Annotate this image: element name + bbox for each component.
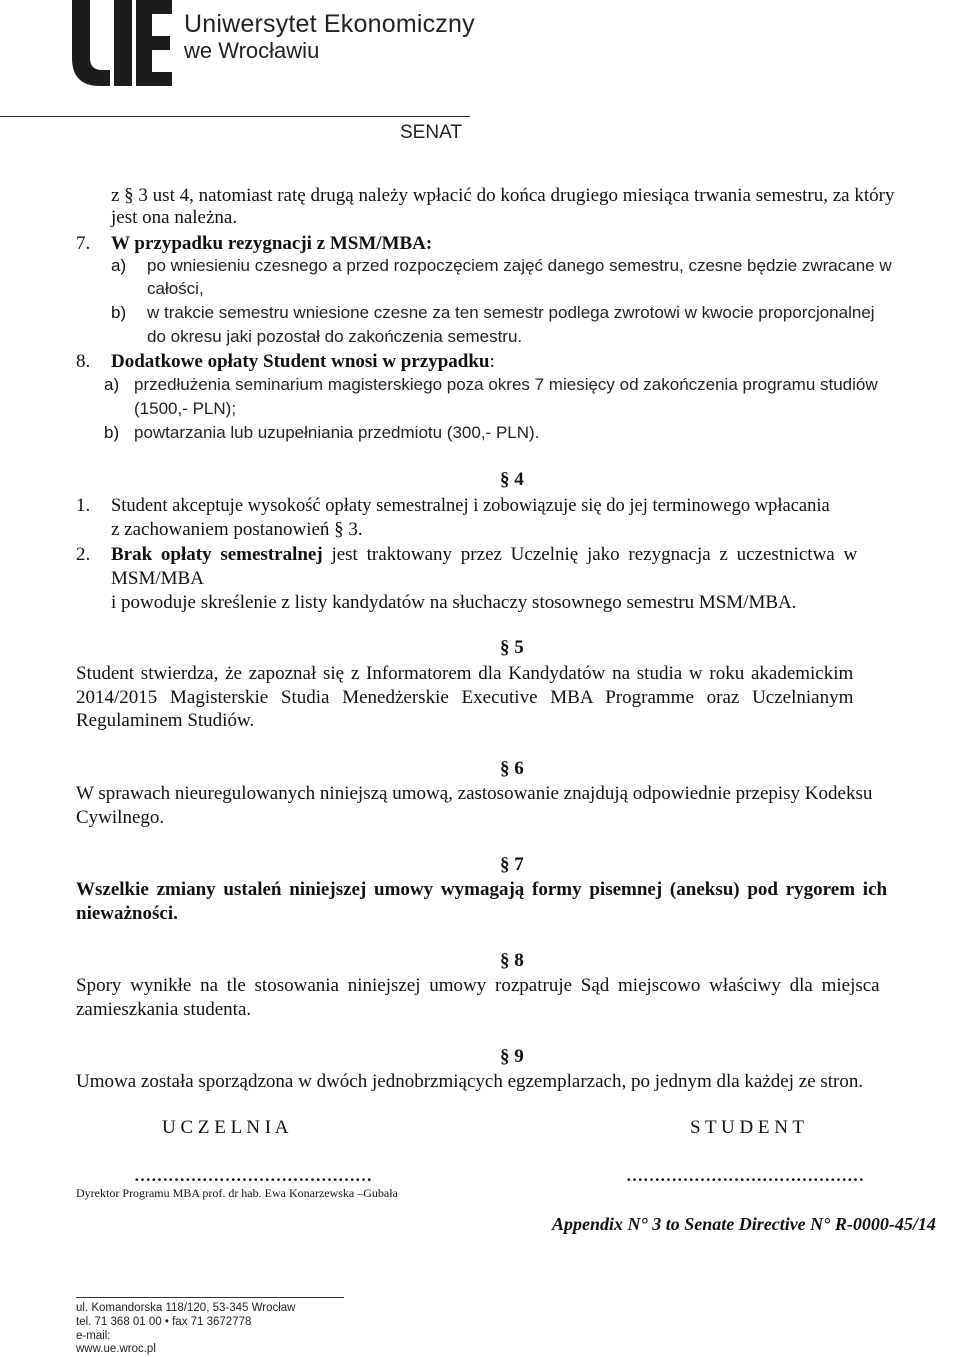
item7-marker: 7.	[76, 233, 91, 254]
sec8-line1: Spory wynikłe na tle stosowania niniejszej umowy rozpatruje Sąd miejscowo właściwy dla miejsca	[76, 975, 880, 996]
item7-b-line2: do okresu jaki pozostał do zakończenia semestru.	[147, 327, 523, 346]
sec4-p2-line2: MSM/MBA	[111, 568, 204, 589]
item8-a-marker: a)	[104, 375, 120, 394]
sec9-line1: Umowa została sporządzona w dwóch jednobrzmiących egzemplarzach, po jednym dla każdej ze stron.	[76, 1071, 864, 1092]
item7-a-line1: po wniesieniu czesnego a przed rozpoczęciem zajęć danego semestru, czesne będzie zwracane w	[147, 256, 892, 275]
sec8-line2: zamieszkania studenta.	[76, 999, 252, 1020]
sec4-heading: § 4	[500, 469, 524, 490]
item7-b-line1: w trakcie semestru wniesione czesne za ten semestr podlega zwrotowi w kwocie proporcjonalnej	[147, 303, 875, 322]
sec8-heading: § 8	[500, 950, 524, 971]
header-rule	[0, 116, 470, 117]
sec5-line1: Student stwierdza, że zapoznał się z Informatorem dla Kandydatów na studia w roku akademickim	[76, 663, 854, 684]
item8-marker: 8.	[76, 351, 91, 372]
footer-rule	[76, 1297, 344, 1298]
footer-phone: tel. 71 368 01 00 • fax 71 3672778	[76, 1316, 252, 1328]
continuation-line2: jest ona należna.	[111, 207, 238, 228]
sec9-heading: § 9	[500, 1046, 524, 1067]
footer-email: e-mail:	[76, 1330, 111, 1342]
university-name-line2: we Wrocławiu	[184, 38, 320, 63]
sec5-line3: Regulaminem Studiów.	[76, 710, 255, 731]
section-label: SENAT	[400, 122, 462, 143]
sec7-line1: Wszelkie zmiany ustaleń niniejszej umowy wymagają formy pisemnej (aneksu) pod rygorem ich	[76, 879, 888, 900]
sec4-p2-marker: 2.	[76, 544, 91, 565]
signature-line-student: ……………………………………	[626, 1166, 864, 1185]
item7-b-marker: b)	[111, 303, 127, 322]
appendix-note: Appendix N° 3 to Senate Directive N° R-0000-45/14	[552, 1214, 936, 1234]
continuation-line1: z § 3 ust 4, natomiast ratę drugą należy wpłacić do końca drugiego miesiąca trwania semestru, za który	[111, 185, 895, 206]
item8-title-wrap	[111, 350, 495, 374]
university-name-line1: Uniwersytet Ekonomiczny	[184, 10, 475, 38]
signature-label-student: S T U D E N T	[690, 1117, 805, 1138]
sec4-p2-rest: jest traktowany przez Uczelnię jako rezygnacja z uczestnictwa w	[322, 544, 858, 565]
sec4-p1-marker: 1.	[76, 495, 91, 516]
signature-line-university: ……………………………………	[134, 1166, 372, 1185]
sec4-p2-line3: i powoduje skreślenie z listy kandydatów na słuchaczy stosownego semestru MSM/MBA.	[111, 592, 797, 613]
signature-label-university: U C Z E L N I A	[162, 1117, 289, 1138]
sec6-line1: W sprawach nieuregulowanych niniejszą umową, zastosowanie znajdują odpowiednie przepisy Kodeksu	[76, 783, 873, 804]
sec6-line2: Cywilnego.	[76, 807, 165, 828]
item7-a-marker: a)	[111, 256, 127, 275]
sec4-p2-bold: Brak opłaty semestralnej	[111, 544, 323, 565]
footer-address: ul. Komandorska 118/120, 53-345 Wrocław	[76, 1302, 296, 1314]
item8-b-marker: b)	[104, 423, 120, 442]
sec6-heading: § 6	[500, 758, 524, 779]
item8-colon: :	[489, 351, 495, 372]
sec7-line2: nieważności.	[76, 903, 178, 924]
sec4-p1-line2: z zachowaniem postanowień § 3.	[111, 519, 363, 540]
sec4-p1-line1: Student akceptuje wysokość opłaty semestralnej i zobowiązuje się do jej terminowego wpłacania	[111, 496, 830, 516]
sec7-heading: § 7	[500, 854, 524, 875]
item8-a-line2: (1500,- PLN);	[134, 399, 237, 418]
university-logo	[72, 0, 172, 86]
item7-a-line2: całości,	[147, 279, 204, 298]
item8-title: Dodatkowe opłaty Student wnosi w przypadku	[111, 351, 490, 372]
signer-name: Dyrektor Programu MBA prof. dr hab. Ewa Konarzewska –Gubała	[76, 1186, 398, 1200]
item7-title: W przypadku rezygnacji z MSM/MBA:	[111, 233, 433, 254]
footer-website[interactable]: www.ue.wroc.pl	[76, 1343, 156, 1355]
item8-b-line1: powtarzania lub uzupełniania przedmiotu (300,- PLN).	[134, 423, 540, 442]
sec5-heading: § 5	[500, 637, 524, 658]
item8-a-line1: przedłużenia seminarium magisterskiego poza okres 7 miesięcy od zakończenia programu studiów	[134, 375, 878, 394]
sec5-line2: 2014/2015 Magisterskie Studia Menedżerskie Executive MBA Programme oraz Uczelnianym	[76, 687, 854, 708]
sec4-p2-line1	[111, 543, 960, 567]
